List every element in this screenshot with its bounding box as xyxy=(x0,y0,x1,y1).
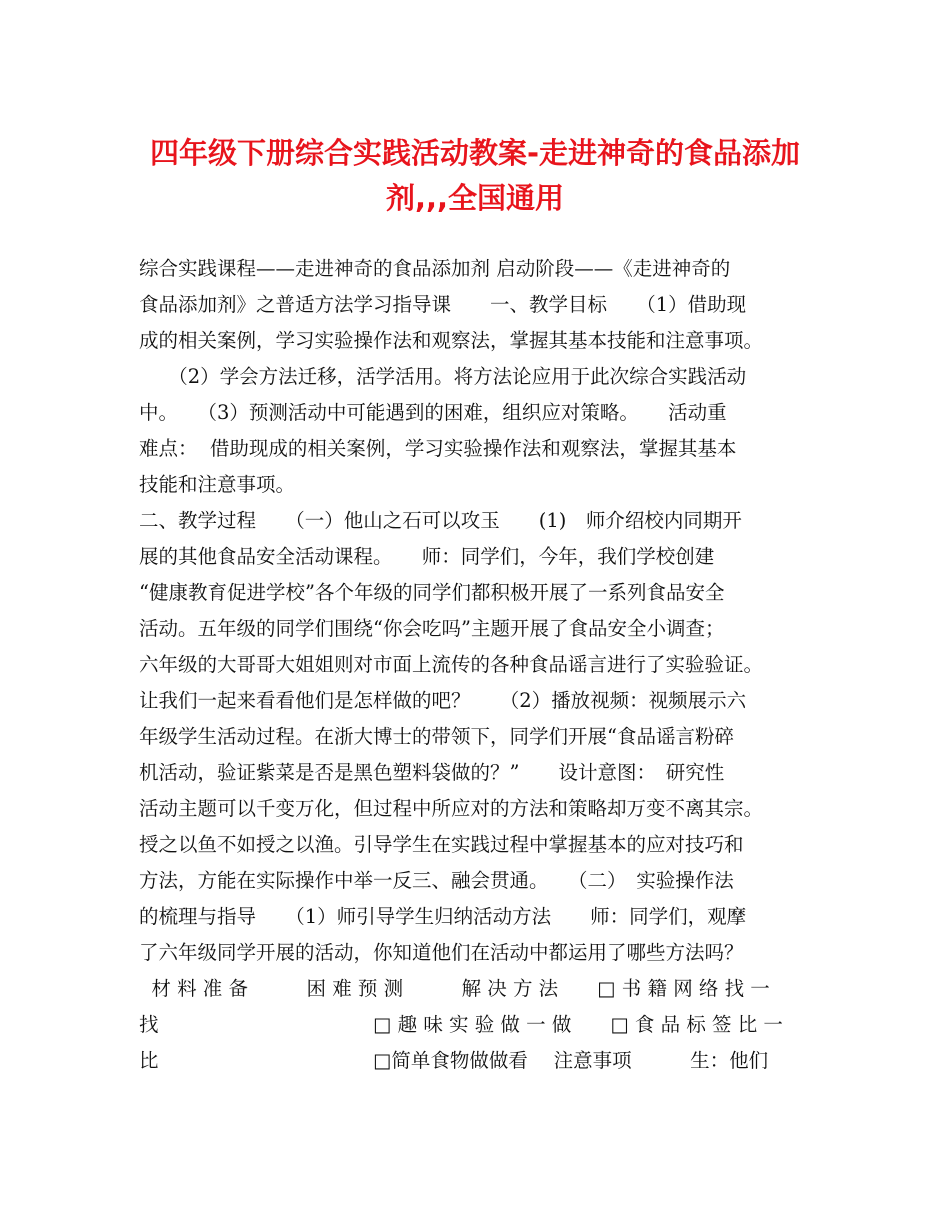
body-line: 了六年级同学开展的活动，你知道他们在活动中都运用了哪些方法吗？ xyxy=(139,941,744,964)
body-line: 二、教学过程 （一）他山之石可以攻玉 (1) 师介绍校内同期开 xyxy=(139,509,742,532)
body-line: “健康教育促进学校”各个年级的同学们都积极开展了一系列食品安全 xyxy=(139,581,725,604)
body-line: 活动主题可以千变万化，但过程中所应对的方法和策略却万变不离其宗。 xyxy=(139,797,764,820)
document-title-line-2: 剂,,,全国通用 xyxy=(385,181,565,215)
body-line: 让我们一起来看看他们是怎样做的吧？ （2）播放视频：视频展示六 xyxy=(139,689,747,712)
body-line: 综合实践课程——走进神奇的食品添加剂 启动阶段——《走进神奇的 xyxy=(139,257,731,280)
body-line: 食品添加剂》之普适方法学习指导课 一、教学目标 （1）借助现 xyxy=(139,293,747,316)
body-line: 展的其他食品安全活动课程。 师：同学们，今年，我们学校创建 xyxy=(139,545,715,568)
body-line: 年级学生活动过程。在浙大博士的带领下，同学们开展“食品谣言粉碎 xyxy=(139,725,734,748)
document-title-line-1: 四年级下册综合实践活动教案-走进神奇的食品添加 xyxy=(149,136,801,170)
body-line: 的梳理与指导 （1）师引导学生归纳活动方法 师：同学们，观摩 xyxy=(139,905,747,928)
body-line: 技能和注意事项。 xyxy=(139,473,296,496)
body-line: 成的相关案例，学习实验操作法和观察法，掌握其基本技能和注意事项。 xyxy=(139,329,764,352)
body-line: 方法，方能在实际操作中举一反三、融会贯通。 （二） 实验操作法 xyxy=(139,869,734,892)
body-line: 难点： 借助现成的相关案例，学习实验操作法和观察法，掌握其基本 xyxy=(139,437,737,460)
body-line: （2）学会方法迁移，活学活用。将方法论应用于此次综合实践活动 xyxy=(139,365,747,388)
body-line: 活动。五年级的同学们围绕“你会吃吗”主题开展了食品安全小调查； xyxy=(139,617,725,640)
body-line: 比 □简单食物做做看 注意事项 生：他们 xyxy=(139,1049,769,1072)
body-line: 找 □ 趣 味 实 验 做 一 做 □ 食 品 标 签 比 一 xyxy=(139,1013,783,1036)
body-line: 授之以鱼不如授之以渔。引导学生在实践过程中掌握基本的应对技巧和 xyxy=(139,833,744,856)
body-line: 中。 （3）预测活动中可能遇到的困难，组织应对策略。 活动重 xyxy=(139,401,727,424)
body-line: 材 料 准 备 困 难 预 测 解 决 方 法 □ 书 籍 网 络 找 一 xyxy=(139,977,770,1000)
body-line: 机活动，验证紫菜是否是黑色塑料袋做的？” 设计意图： 研究性 xyxy=(139,761,725,784)
body-line: 六年级的大哥哥大姐姐则对市面上流传的各种食品谣言进行了实验验证。 xyxy=(139,653,764,676)
